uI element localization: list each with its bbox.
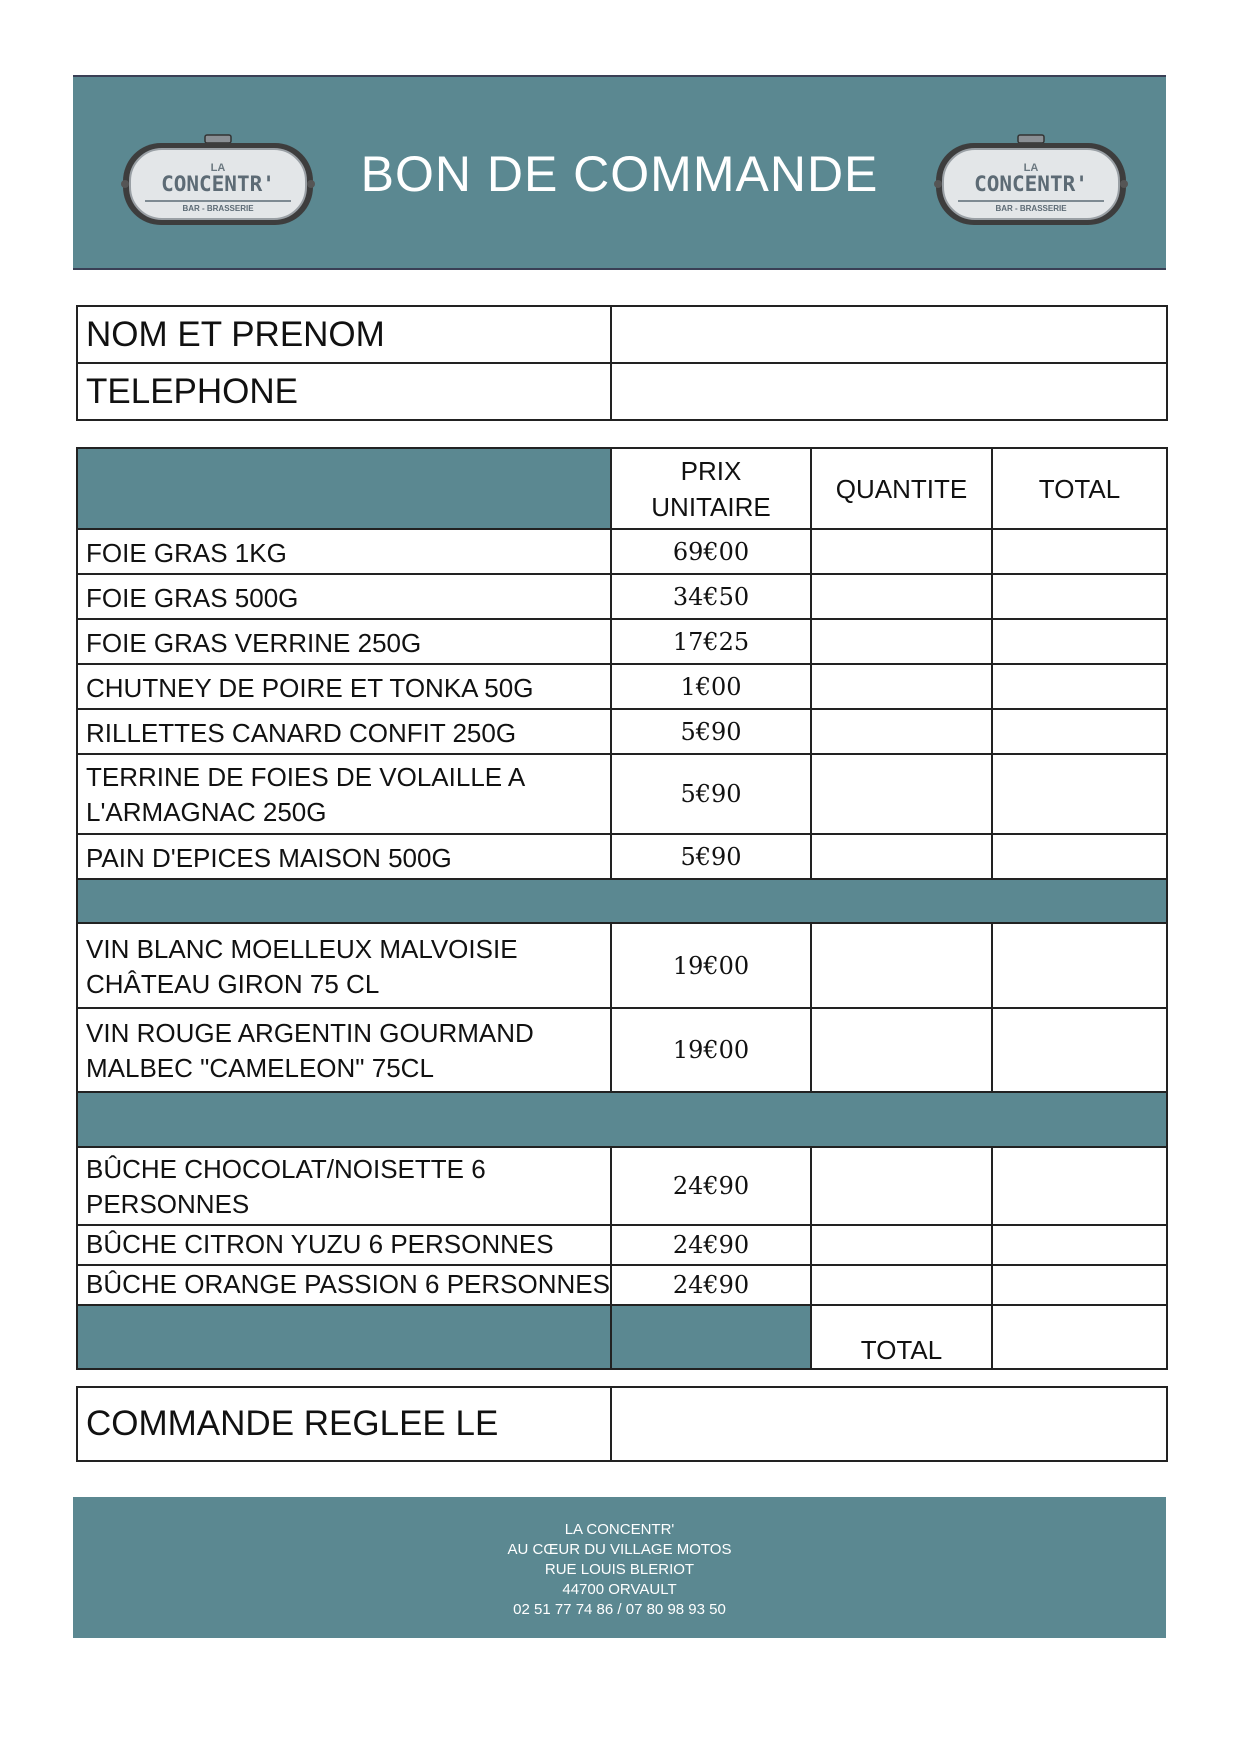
product-total-field[interactable] (992, 529, 1167, 574)
payment-row (77, 1387, 1167, 1461)
footer-location: AU CŒUR DU VILLAGE MOTOS (507, 1541, 732, 1558)
product-total-field[interactable] (992, 574, 1167, 619)
product-price: 5€90 (611, 834, 811, 879)
product-price: 69€00 (611, 529, 811, 574)
footer-city: 44700 ORVAULT (562, 1581, 677, 1598)
product-total-field[interactable] (992, 619, 1167, 664)
product-name: TERRINE DE FOIES DE VOLAILLE A L'ARMAGNAC 250G (77, 754, 611, 834)
footer-business-name: LA CONCENTR' (564, 1521, 675, 1538)
product-price: 5€90 (611, 709, 811, 754)
product-price: 19€00 (611, 1008, 811, 1092)
product-quantity-field[interactable] (811, 709, 992, 754)
product-price: 17€25 (611, 619, 811, 664)
grand-total-label: TOTAL (811, 1305, 992, 1369)
products-header-row (77, 448, 1167, 529)
section-separator-bar (77, 1092, 1167, 1147)
customer-name-row (77, 306, 1167, 363)
product-total-field[interactable] (992, 1265, 1167, 1305)
logo-tagline-text: BAR - BRASSERIE (995, 204, 1067, 213)
product-total-field[interactable] (992, 1225, 1167, 1265)
product-price: 1€00 (611, 664, 811, 709)
product-row (77, 574, 1167, 619)
product-row (77, 709, 1167, 754)
logo-name-text: CONCENTR' (161, 172, 275, 196)
customer-phone-row (77, 363, 1167, 420)
footer-banner (73, 1497, 1166, 1638)
section-separator (77, 879, 1167, 923)
unit-price-header-line1: PRIX (680, 455, 742, 486)
product-name: BÛCHE CITRON YUZU 6 PERSONNES (77, 1225, 611, 1265)
payment-date-field[interactable] (611, 1387, 1167, 1461)
quantity-header: QUANTITE (811, 448, 992, 529)
product-total-field[interactable] (992, 664, 1167, 709)
product-row (77, 923, 1167, 1008)
product-name: FOIE GRAS 1KG (77, 529, 611, 574)
grand-total-field[interactable] (992, 1305, 1167, 1369)
product-row (77, 529, 1167, 574)
product-name: BÛCHE ORANGE PASSION 6 PERSONNES (77, 1265, 611, 1305)
product-total-field[interactable] (992, 923, 1167, 1008)
product-quantity-field[interactable] (811, 619, 992, 664)
footer-contact (73, 1520, 1166, 1620)
product-quantity-field[interactable] (811, 923, 992, 1008)
brand-logo (928, 129, 1134, 231)
product-quantity-field[interactable] (811, 529, 992, 574)
product-row (77, 1265, 1167, 1305)
product-quantity-field[interactable] (811, 1008, 992, 1092)
logo-small-text: LA (210, 162, 226, 174)
customer-info-table (76, 305, 1168, 421)
logo-small-text: LA (1023, 162, 1039, 174)
customer-name-label: NOM ET PRENOM (77, 306, 611, 363)
product-price: 24€90 (611, 1147, 811, 1225)
grand-total-row (77, 1305, 1167, 1369)
product-quantity-field[interactable] (811, 1225, 992, 1265)
product-row (77, 1147, 1167, 1225)
payment-table (76, 1386, 1168, 1462)
logo-badge-graphic (928, 129, 1134, 231)
product-price: 24€90 (611, 1265, 811, 1305)
total-header: TOTAL (992, 448, 1167, 529)
product-row (77, 664, 1167, 709)
unit-price-header-line2: UNITAIRE (651, 491, 771, 522)
product-row (77, 834, 1167, 879)
product-total-field[interactable] (992, 1008, 1167, 1092)
customer-phone-label: TELEPHONE (77, 363, 611, 420)
footer-street: RUE LOUIS BLERIOT (544, 1561, 695, 1578)
section-separator (77, 1092, 1167, 1147)
product-total-field[interactable] (992, 754, 1167, 834)
customer-name-field[interactable] (611, 306, 1167, 363)
product-row (77, 619, 1167, 664)
product-quantity-field[interactable] (811, 1265, 992, 1305)
product-name: VIN ROUGE ARGENTIN GOURMAND MALBEC "CAMELEON" 75CL (77, 1008, 611, 1092)
page-title: BON DE COMMANDE (360, 146, 879, 202)
section-separator-bar (77, 879, 1167, 923)
product-total-field[interactable] (992, 709, 1167, 754)
product-name: FOIE GRAS 500G (77, 574, 611, 619)
logo-name-text: CONCENTR' (974, 172, 1088, 196)
product-total-field[interactable] (992, 834, 1167, 879)
product-column-header (77, 448, 611, 529)
product-name: RILLETTES CANARD CONFIT 250G (77, 709, 611, 754)
product-name: VIN BLANC MOELLEUX MALVOISIE CHÂTEAU GIRON 75 CL (77, 923, 611, 1008)
product-name: FOIE GRAS VERRINE 250G (77, 619, 611, 664)
customer-phone-field[interactable] (611, 363, 1167, 420)
products-table (76, 447, 1168, 1370)
product-total-field[interactable] (992, 1147, 1167, 1225)
product-row (77, 754, 1167, 834)
payment-date-label: COMMANDE REGLEE LE (77, 1387, 611, 1461)
grand-total-filler (77, 1305, 611, 1369)
product-name: CHUTNEY DE POIRE ET TONKA 50G (77, 664, 611, 709)
product-quantity-field[interactable] (811, 1147, 992, 1225)
product-row (77, 1225, 1167, 1265)
product-price: 19€00 (611, 923, 811, 1008)
product-row (77, 1008, 1167, 1092)
unit-price-header (611, 448, 811, 529)
product-name: BÛCHE CHOCOLAT/NOISETTE 6 PERSONNES (77, 1147, 611, 1225)
product-name: PAIN D'EPICES MAISON 500G (77, 834, 611, 879)
logo-tagline-text: BAR - BRASSERIE (182, 204, 254, 213)
grand-total-filler (611, 1305, 811, 1369)
product-quantity-field[interactable] (811, 834, 992, 879)
product-price: 24€90 (611, 1225, 811, 1265)
product-price: 5€90 (611, 754, 811, 834)
product-quantity-field[interactable] (811, 664, 992, 709)
header-banner (73, 75, 1166, 270)
footer-phone: 02 51 77 74 86 / 07 80 98 93 50 (513, 1601, 726, 1618)
product-quantity-field[interactable] (811, 574, 992, 619)
product-quantity-field[interactable] (811, 754, 992, 834)
product-price: 34€50 (611, 574, 811, 619)
